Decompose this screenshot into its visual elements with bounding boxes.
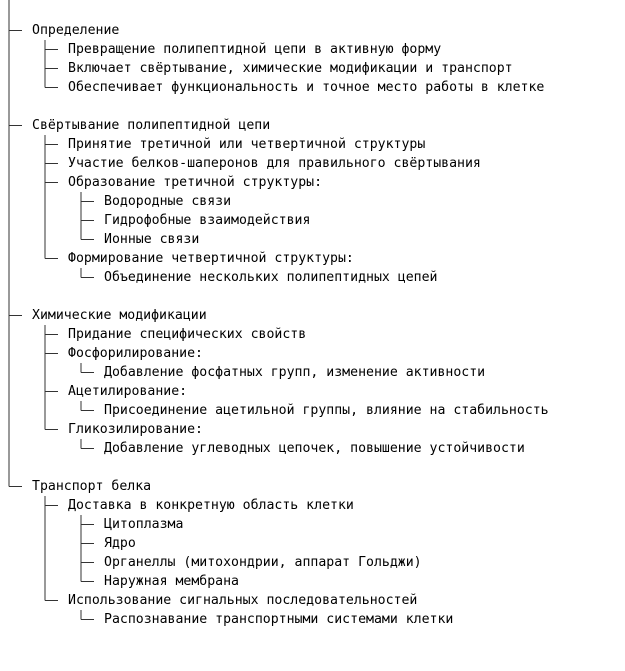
tree-node-organelly: Органеллы (митохондрии, аппарат Гольджи)	[104, 555, 422, 570]
tree-node-prisoedinenie: Присоединение ацетильной группы, влияние на стабильность	[104, 403, 549, 418]
tree-node-pridanie: Придание специфических свойств	[68, 327, 307, 342]
tree-node-obespechivaet: Обеспечивает функциональность и точное место работы в клетке	[68, 80, 545, 95]
tree-node-dobavlenie-fosfatnykh: Добавление фосфатных групп, изменение активности	[104, 365, 486, 380]
tree-node-glikozilirovanie: Гликозилирование:	[68, 422, 203, 437]
tree-node-vodorodnye: Водородные связи	[104, 194, 232, 209]
tree-node-svertyvanie: Свёртывание полипептидной цепи	[32, 118, 271, 133]
tree-node-gidrofobnye: Гидрофобные взаимодействия	[104, 213, 311, 228]
tree-node-raspoznavanie: Распознавание транспортными системами клетки	[104, 612, 454, 627]
tree-node-dobavlenie-uglevodnykh: Добавление углеводных цепочек, повышение устойчивости	[104, 441, 525, 456]
tree-node-tsitoplazma: Цитоплазма	[104, 517, 184, 532]
tree-node-obedinenie: Объединение нескольких полипептидных цепей	[104, 270, 438, 285]
tree-node-naruzhnaya: Наружная мембрана	[104, 574, 239, 589]
tree-node-khimicheskie: Химические модификации	[32, 308, 207, 323]
tree-node-prinyatie: Принятие третичной или четвертичной структуры	[68, 137, 426, 152]
tree-node-fosforilirovanie: Фосфорилирование:	[68, 346, 203, 361]
tree-node-ionnye: Ионные связи	[104, 232, 200, 247]
tree-node-ispolzovanie: Использование сигнальных последовательностей	[68, 593, 418, 608]
tree-node-uchastie: Участие белков-шаперонов для правильного свёртывания	[68, 156, 481, 171]
tree-node-prevrashchenie: Превращение полипептидной цепи в активную форму	[68, 42, 442, 57]
tree-node-transport: Транспорт белка	[32, 479, 152, 494]
tree-node-obrazovanie-tretichnoy: Образование третичной структуры:	[68, 175, 323, 190]
tree-node-dostavka: Доставка в конкретную область клетки	[68, 498, 354, 513]
tree-node-atsetilirovanie: Ацетилирование:	[68, 384, 188, 399]
tree-node-formirovanie-chetvertichnoy: Формирование четвертичной структуры:	[68, 251, 354, 266]
tree-node-yadro: Ядро	[104, 536, 136, 551]
tree-node-opredelenie: Определение	[32, 23, 120, 38]
tree-node-vklyuchaet: Включает свёртывание, химические модификации и транспорт	[68, 61, 513, 76]
